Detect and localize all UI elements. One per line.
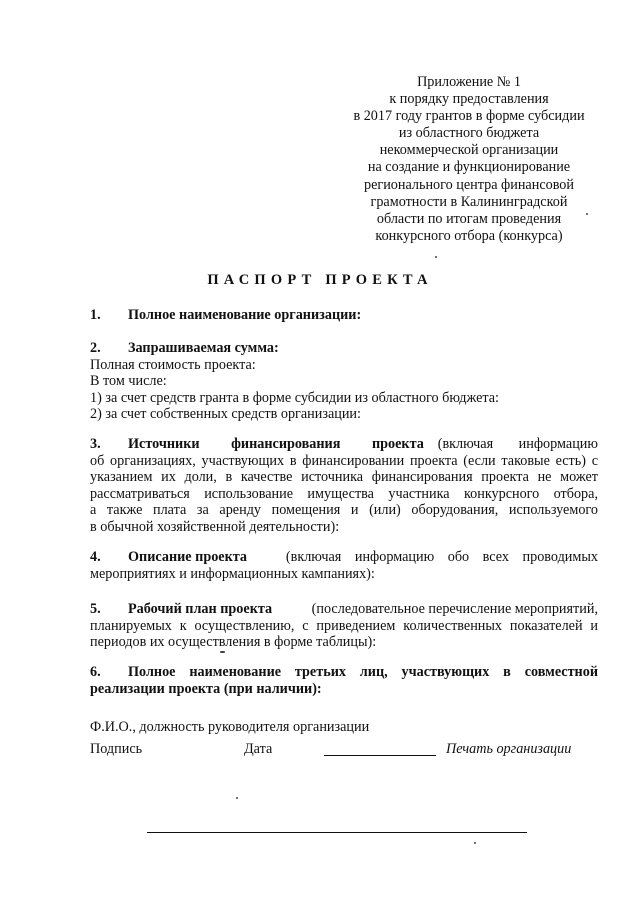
footer-divider [147,832,527,833]
section-line: Полная стоимость проекта: [90,356,256,373]
section-number: 6. [90,664,101,680]
section-line: рассматриваться использование имущества участника конкурсного отбора, [90,485,598,502]
section-number: 5. [90,601,101,617]
appendix-line: конкурсного отбора (конкурса) [375,227,563,244]
section-4 [90,549,598,582]
section-3 [90,436,598,536]
section-line: периодов их осуществления в форме таблицы): [90,634,377,651]
section-line: в обычной хозяйственной деятельности): [90,518,340,535]
section-heading: Рабочий план проекта [128,601,273,617]
section-line: 2) за счет собственных средств организации: [90,406,361,423]
section-text: (включая информацию [437,436,598,452]
scan-speck [435,256,437,258]
section-number: 2. [90,340,101,356]
section-heading: Запрашиваемая сумма: [128,340,279,356]
scan-speck [474,842,476,844]
appendix-line: некоммерческой организации [379,142,559,159]
section-number: 3. [90,436,101,452]
section-heading: Источники финансирования проекта [128,436,424,452]
scan-speck [220,651,225,653]
date-label: Дата [244,741,273,757]
section-2 [90,340,598,423]
stamp-label: Печать организации [446,741,572,757]
section-heading: Полное наименование организации: [128,307,362,323]
appendix-line: регионального центра финансовой [364,176,574,193]
section-text: (последовательное перечисление мероприятий, [311,601,598,617]
document-title: ПАСПОРТ ПРОЕКТА [207,272,433,288]
section-line: указанием их доли, в качестве источника финансирования проекта не может [90,469,598,486]
appendix-line: из областного бюджета [398,125,540,142]
appendix-line: на создание и функционирование [367,159,571,176]
section-text: (включая информацию обо всех проводимых [285,549,598,565]
section-line: В том числе: [90,373,167,390]
manager-fio-line: Ф.И.О., должность руководителя организации [90,719,370,735]
section-line: планируемых к осуществлению, с приведением количественных показателей и [90,617,598,634]
signature-row [90,741,600,759]
section-line: 1) за счет средств гранта в форме субсидии из областного бюджета: [90,389,500,406]
section-line: об организациях, участвующих в финансировании проекта (если таковые есть) с [90,452,598,469]
date-blank-line [324,755,436,756]
section-5 [90,601,598,651]
appendix-line: Приложение № 1 [417,74,521,90]
appendix-line: в 2017 году грантов в форме субсидии [353,108,585,125]
signature-label: Подпись [90,741,143,757]
section-number: 4. [90,549,101,565]
appendix-line: к порядку предоставления [389,91,549,108]
section-6 [90,664,598,697]
section-line: реализации проекта (при наличии): [90,680,322,697]
section-1 [90,307,598,324]
appendix-line: грамотности в Калининградской [370,193,568,210]
section-line: а также плата за аренду помещения и (или) оборудования, используемого [90,502,598,519]
section-heading: Описание проекта [128,549,248,565]
section-number: 1. [90,307,101,323]
section-line: мероприятиях и информационных кампаниях): [90,565,375,582]
scan-speck [586,213,588,215]
appendix-header [330,74,608,245]
scan-speck [236,797,238,799]
section-heading: Полное наименование третьих лиц, участвующих в совместной [128,664,598,680]
appendix-line: области по итогам проведения [376,210,562,227]
